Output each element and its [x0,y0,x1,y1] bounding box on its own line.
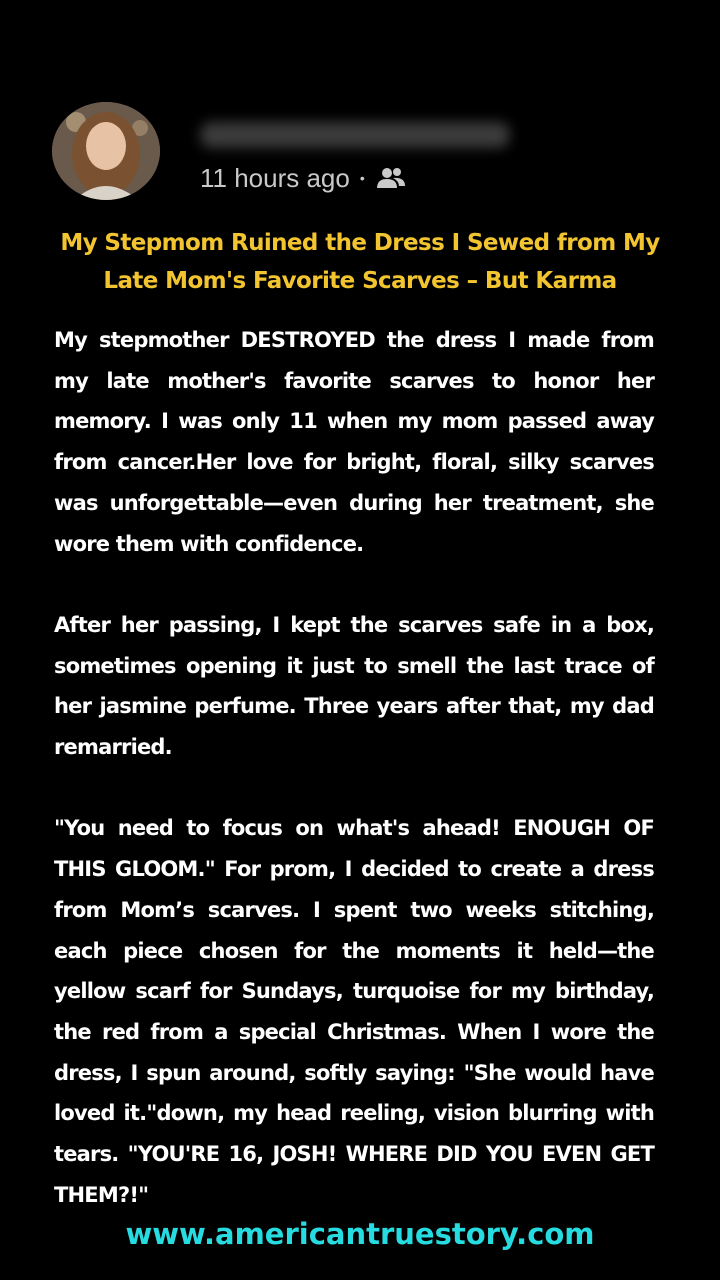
story-paragraph: "You need to focus on what's ahead! ENOUGH OF THIS GLOOM." For prom, I decided to create a dress from Mom’s scarves. I spent two weeks stitching, each piece chosen for the moments it held—the yellow scarf for Sundays, turquoise for my birthday, the red from a special Christmas. When I wore the dress, I spun around, softly saying: "She would have loved it."down, my head reeling, vision blurring with tears. "YOU'RE 16, JOSH! WHERE DID YOU EVEN GET THEM?!" [54,816,654,1207]
post-meta [200,162,407,194]
author-name[interactable] [200,122,510,148]
friends-icon[interactable] [375,167,407,189]
article-title: My Stepmom Ruined the Dress I Sewed from My Late Mom's Favorite Scarves – But Karma [60,230,660,294]
post-timestamp[interactable]: 11 hours ago [200,162,350,193]
avatar-photo [52,102,160,200]
post-header [52,102,672,202]
story-body [54,320,654,1215]
story-paragraph: My stepmother DESTROYED the dress I made from my late mother's favorite scarves to honor her memory. I was only 11 when my mom passed away from cancer.Her love for bright, floral, silky scarves was unforgettable—even during her treatment, she wore them with confidence. [54,328,654,556]
story-paragraph: After her passing, I kept the scarves safe in a box, sometimes opening it just to smell the last trace of her jasmine perfume. Three years after that, my dad remarried. [54,612,654,760]
avatar[interactable] [52,102,160,200]
website-link[interactable]: www.americantruestory.com [125,1217,595,1251]
meta-separator: • [359,170,365,186]
